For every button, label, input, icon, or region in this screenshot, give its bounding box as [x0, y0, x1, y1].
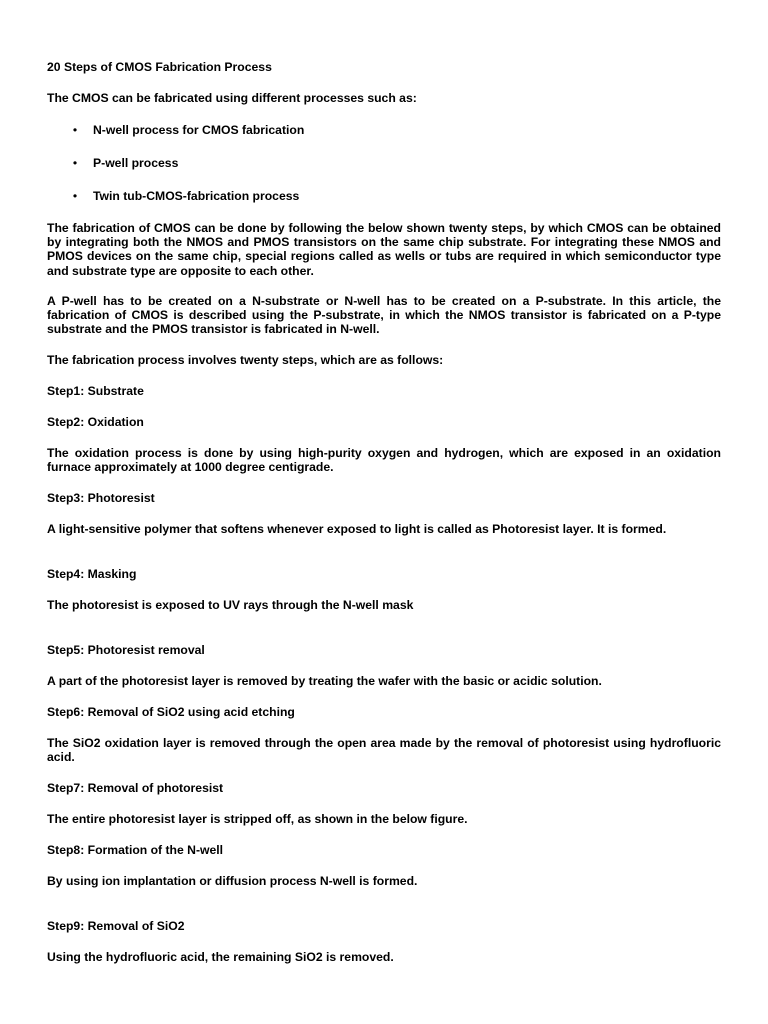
- step-text: A part of the photoresist layer is removed by treating the wafer with the basic or acidic solution.: [47, 674, 602, 688]
- step-heading: Step4: Masking: [47, 567, 137, 581]
- document-title: 20 Steps of CMOS Fabrication Process: [47, 60, 272, 74]
- intro-text: The CMOS can be fabricated using different processes such as:: [47, 91, 417, 105]
- bullet-icon: •: [72, 156, 78, 170]
- step-heading: Step1: Substrate: [47, 384, 144, 398]
- step-text: The SiO2 oxidation layer is removed through the open area made by the removal of photoresist using hydrofluoric acid.: [47, 736, 721, 765]
- bullet-icon: •: [72, 123, 78, 137]
- step-text: A light-sensitive polymer that softens whenever exposed to light is called as Photoresist layer. It is formed.: [47, 522, 667, 536]
- paragraph-steps-intro: The fabrication process involves twenty steps, which are as follows:: [47, 353, 444, 367]
- step-heading: Step8: Formation of the N-well: [47, 843, 224, 857]
- list-item-text: P-well process: [93, 156, 179, 170]
- step-text: The oxidation process is done by using high-purity oxygen and hydrogen, which are exposed in an oxidation furnace approximately at 1000 degree centigrade.: [47, 446, 721, 475]
- step-heading: Step5: Photoresist removal: [47, 643, 205, 657]
- paragraph-wells: The fabrication of CMOS can be done by following the below shown twenty steps, by which CMOS can be obtained by integrating both the NMOS and PMOS transistors on the same chip substrate. For integrating these NMOS and PMOS devices on the same chip, special regions called as wells or tubs are required in which semiconductor type and substrate type are opposite to each other.: [47, 221, 721, 278]
- step-text: By using ion implantation or diffusion process N-well is formed.: [47, 874, 418, 888]
- bullet-icon: •: [72, 189, 78, 203]
- list-item-text: Twin tub-CMOS-fabrication process: [93, 189, 300, 203]
- step-heading: Step6: Removal of SiO2 using acid etching: [47, 705, 295, 719]
- step-text: Using the hydrofluoric acid, the remaining SiO2 is removed.: [47, 950, 394, 964]
- step-heading: Step3: Photoresist: [47, 491, 155, 505]
- step-heading: Step2: Oxidation: [47, 415, 144, 429]
- list-item-text: N-well process for CMOS fabrication: [93, 123, 305, 137]
- step-heading: Step7: Removal of photoresist: [47, 781, 224, 795]
- paragraph-substrate: A P-well has to be created on a N-substrate or N-well has to be created on a P-substrate. In this article, the fabrication of CMOS is described using the P-substrate, in which the NMOS transistor is fabricated on a P-type substrate and the PMOS transistor is fabricated in N-well.: [47, 294, 721, 337]
- step-heading: Step9: Removal of SiO2: [47, 919, 185, 933]
- step-text: The entire photoresist layer is stripped off, as shown in the below figure.: [47, 812, 468, 826]
- step-text: The photoresist is exposed to UV rays through the N-well mask: [47, 598, 414, 612]
